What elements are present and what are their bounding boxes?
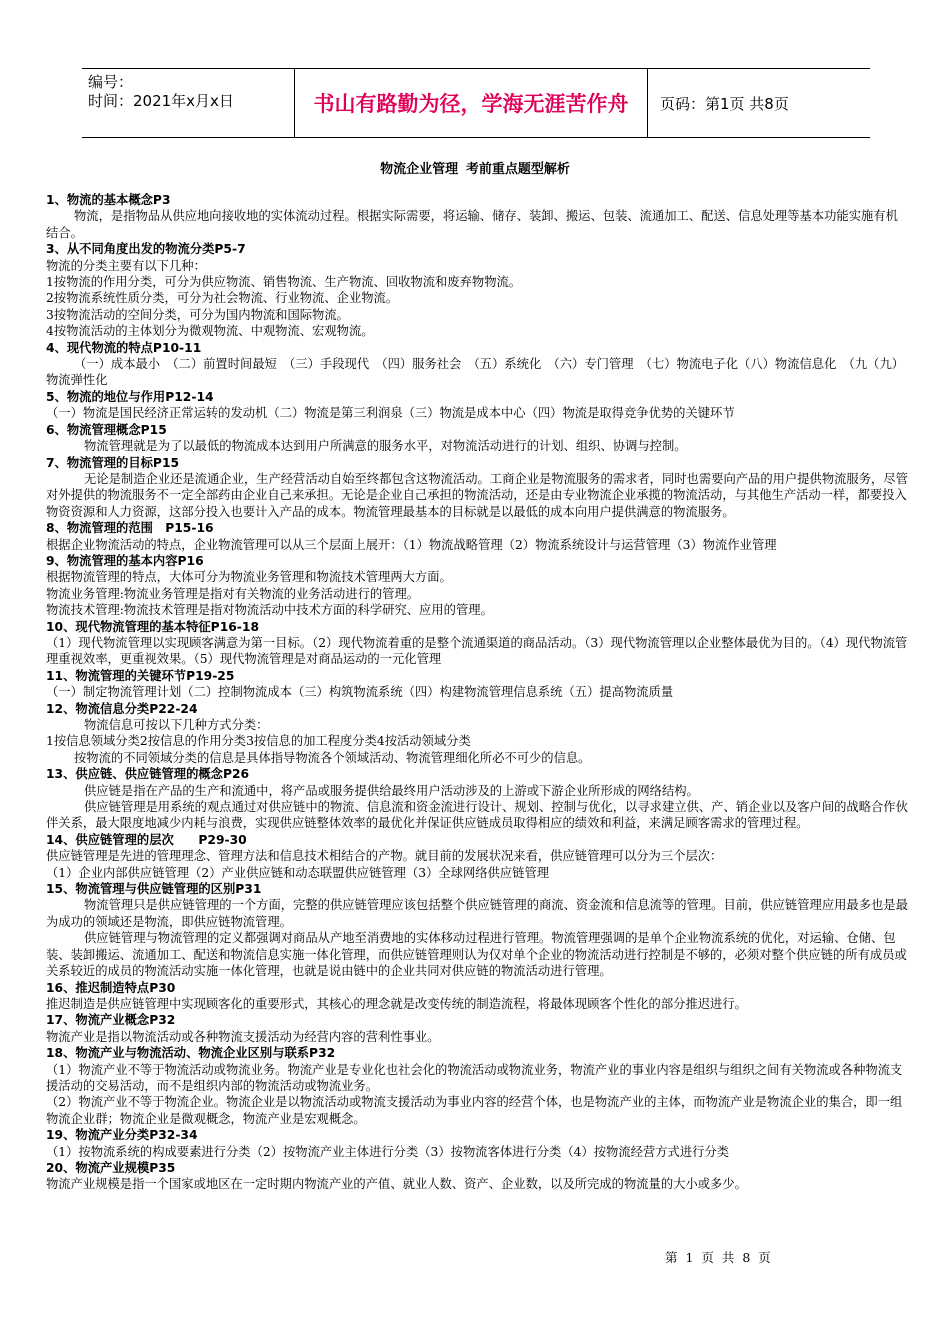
body-paragraph: 1按物流的作用分类，可分为供应物流、销售物流、生产物流、回收物流和废弃物物流。 [46, 275, 522, 290]
body-paragraph: 推迟制造是供应链管理中实现顾客化的重要形式，其核心的理念就是改变传统的制造流程，将最体现顾客个性化的部分推迟进行。 [46, 996, 747, 1011]
body-paragraph: 供应链管理与物流管理的定义都强调对商品从产地至消费地的实体移动过程进行管理。物流管理强调的是单个企业物流系统的优化，对运输、仓储、包装、装卸搬运、流通加工、配送和物流信息实施一体化管理，而供应链管理则认为仅对单个企业的物流活动进行控制是不够的，必须对整个供应链的所有成员或关系较近的成员的物流活动实施一体化管理，也就是说由链中的企业共同对供应链的物流活动进行管理。 [46, 931, 907, 979]
body-paragraph: 物流管理只是供应链管理的一个方面，完整的供应链管理应该包括整个供应链管理的商流、资金流和信息流等的管理。目前，供应链管理应用最多也是最为成功的领域还是物流，即供应链物流管理。 [46, 898, 908, 929]
body-paragraph: （1）物流产业不等于物流活动或物流业务。物流产业是专业化也社会化的物流活动或物流业务，物流产业的事业内容是组织与组织之间有关物流或各种物流支援活动的交易活动，而不是组织内部的物流活动或物流业务。 [46, 1062, 903, 1093]
body-paragraph: 根据企业物流活动的特点，企业物流管理可以从三个层面上展开：（1）物流战略管理（2）物流系统设计与运营管理（3）物流作业管理 [46, 537, 777, 552]
date-label: 时间：2021年x月x日 [88, 92, 234, 110]
body-paragraph: 无论是制造企业还是流通企业，生产经营活动自始至终都包含这物流活动。工商企业是物流服务的需求者，同时也需要向产品的用户提供物流服务，尽管对外提供的物流服务不一定全部药由企业自己来承担。无论是企业自己承担的物流活动，还是由专业物流企业承揽的物流活动，与其他生产活动一样，都要投入物资资源和人力资源，这部分投入也要计入产品的成本。物流管理最基本的目标就是以最低的成本向用户提供满意的物流服务。 [46, 471, 908, 519]
body-paragraph: （1）企业内部供应链管理（2）产业供应链和动态联盟供应链管理（3）全球网络供应链管理 [46, 865, 550, 880]
body-paragraph: 按物流的不同领域分类的信息是具体指导物流各个领域活动、物流管理细化所必不可少的信息。 [74, 750, 591, 765]
motto: 书山有路勤为径，学海无涯苦作舟 [295, 69, 648, 137]
body-paragraph: 2按物流系统性质分类，可分为社会物流、行业物流、企业物流。 [46, 291, 399, 306]
section-heading: 15、物流管理与供应链管理的区别P31 [46, 882, 262, 897]
body-paragraph: 物流业务管理:物流业务管理是指对有关物流的业务活动进行的管理。 [46, 586, 420, 601]
header-left-cell [82, 69, 295, 137]
section-heading: 11、物流管理的关键环节P19-25 [46, 668, 235, 683]
body-paragraph: 3按物流活动的空间分类，可分为国内物流和国际物流。 [46, 307, 349, 322]
body-paragraph: 供应链管理是用系统的观点通过对供应链中的物流、信息流和资金流进行设计、规划、控制与优化，以寻求建立供、产、销企业以及客户间的战略合作伙伴关系，最大限度地减少内耗与浪费，实现供应链整体效率的最优化并保证供应链成员取得相应的绩效和利益，来满足顾客需求的管理过程。 [46, 800, 908, 831]
body-paragraph: 4按物流活动的主体划分为微观物流、中观物流、宏观物流。 [46, 324, 374, 339]
section-heading: 19、物流产业分类P32-34 [46, 1128, 198, 1143]
body-paragraph: 供应链是指在产品的生产和流通中，将产品或服务提供给最终用户活动涉及的上游或下游企业所形成的网络结构。 [84, 783, 699, 798]
body-paragraph: 物流技术管理:物流技术管理是指对物流活动中技术方面的科学研究、应用的管理。 [46, 603, 493, 618]
body-paragraph: （一）制定物流管理计划（二）控制物流成本（三）构筑物流系统（四）构建物流管理信息系统（五）提高物流质量 [46, 685, 674, 700]
section-heading: 5、物流的地位与作用P12-14 [46, 389, 214, 404]
page-footer: 第 1 页 共 8 页 [665, 1250, 771, 1265]
body-paragraph: 物流管理就是为了以最低的物流成本达到用户所满意的服务水平，对物流活动进行的计划、组织、协调与控制。 [84, 439, 687, 454]
code-label: 编号： [88, 73, 134, 91]
section-heading: 12、物流信息分类P22-24 [46, 701, 198, 716]
body-paragraph: 物流的分类主要有以下几种： [46, 258, 206, 273]
header-table [82, 68, 870, 138]
section-heading: 14、供应链管理的层次 P29-30 [46, 832, 247, 847]
section-heading: 16、推迟制造特点P30 [46, 980, 176, 995]
section-heading: 20、物流产业规模P35 [46, 1160, 176, 1175]
body-paragraph: （1）按物流系统的构成要素进行分类（2）按物流产业主体进行分类（3）按物流客体进行分类（4）按物流经营方式进行分类 [46, 1144, 730, 1159]
section-heading: 18、物流产业与物流活动、物流企业区别与联系P32 [46, 1046, 336, 1061]
section-heading: 4、现代物流的特点P10-11 [46, 340, 202, 355]
section-heading: 17、物流产业概念P32 [46, 1013, 176, 1028]
body-paragraph: 供应链管理是先进的管理理念、管理方法和信息技术相结合的产物。就目前的发展状况来看，供应链管理可以分为三个层次： [46, 849, 723, 864]
body-paragraph: 物流产业是指以物流活动或各种物流支援活动为经营内容的营利性事业。 [46, 1029, 440, 1044]
body-paragraph: 物流信息可按以下几种方式分类： [84, 718, 269, 732]
section-heading: 1、物流的基本概念P3 [46, 193, 171, 207]
body-paragraph: （一）成本最小 （二）前置时间最短 （三）手段现代 （四）服务社会 （五）系统化 （六）专门管理 （七）物流电子化（八）物流信息化 （九（九）物流弹性化 [46, 357, 905, 388]
section-heading: 3、从不同角度出发的物流分类P5-7 [46, 242, 246, 257]
body-paragraph: （一）物流是国民经济正常运转的发动机（二）物流是第三利润泉（三）物流是成本中心（四）物流是取得竞争优势的关键环节 [46, 406, 735, 421]
section-heading: 9、物流管理的基本内容P16 [46, 553, 204, 568]
page-info: 页码：第1页 共8页 [660, 94, 789, 113]
document-title: 物流企业管理 考前重点题型解析 [380, 162, 570, 177]
section-heading: 13、供应链、供应链管理的概念P26 [46, 767, 250, 782]
body-paragraph: 1按信息领域分类2按信息的作用分类3按信息的加工程度分类4按活动领域分类 [46, 734, 471, 749]
section-heading: 8、物流管理的范围 P15-16 [46, 521, 214, 536]
document-body [46, 192, 908, 1193]
section-heading: 7、物流管理的目标P15 [46, 455, 180, 470]
section-heading: 6、物流管理概念P15 [46, 422, 167, 437]
body-paragraph: （2）物流产业不等于物流企业。物流企业是以物流活动或物流支援活动为事业内容的经营个体，也是物流产业的主体，而物流产业是物流企业的集合，即一组物流企业群；物流企业是微观概念，物流产业是宏观概念。 [46, 1095, 903, 1126]
body-paragraph: （1）现代物流管理以实现顾客满意为第一目标。（2）现代物流着重的是整个流通渠道的商品活动。（3）现代物流管理以企业整体最优为目的。（4）现代物流管理重视效率，更重视效果。（5）现代物流管理是对商品运动的一元化管理 [46, 635, 908, 667]
body-paragraph: 物流产业规模是指一个国家或地区在一定时期内物流产业的产值、就业人数、资产、企业数，以及所完成的物流量的大小或多少。 [46, 1177, 747, 1192]
body-paragraph: 根据物流管理的特点，大体可分为物流业务管理和物流技术管理两大方面。 [46, 570, 452, 585]
section-heading: 10、现代物流管理的基本特征P16-18 [46, 619, 260, 634]
body-paragraph: 物流，是指物品从供应地向接收地的实体流动过程。根据实际需要，将运输、储存、装卸、搬运、包装、流通加工、配送、信息处理等基本功能实施有机结合。 [46, 209, 898, 240]
